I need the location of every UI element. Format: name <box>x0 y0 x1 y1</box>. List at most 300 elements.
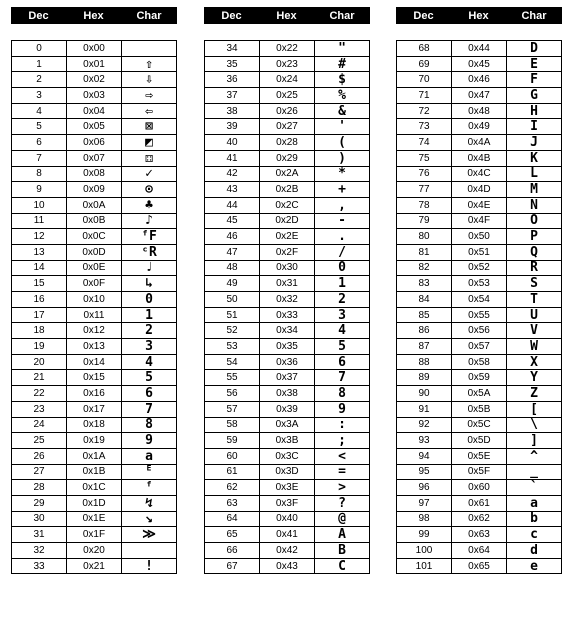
hex-cell: 0x23 <box>260 57 315 72</box>
table-row <box>12 370 176 386</box>
dec-cell: 61 <box>205 465 260 480</box>
dec-cell: 58 <box>205 418 260 433</box>
table-row <box>397 496 561 512</box>
hex-cell: 0x61 <box>452 496 507 511</box>
hex-cell: 0x03 <box>67 88 122 103</box>
table-row <box>12 402 176 418</box>
hex-cell: 0x30 <box>260 261 315 276</box>
dec-cell: 44 <box>205 198 260 213</box>
char-cell: X <box>530 354 538 370</box>
hex-cell: 0x3C <box>260 449 315 464</box>
dec-cell: 28 <box>12 480 67 495</box>
table-row <box>205 151 369 167</box>
dec-cell: 67 <box>205 559 260 574</box>
dec-cell: 53 <box>205 339 260 354</box>
table-row <box>12 72 176 88</box>
char-cell: ) <box>338 150 346 166</box>
dec-cell: 72 <box>397 104 452 119</box>
char-cell: ( <box>338 134 346 150</box>
hex-cell: 0x29 <box>260 151 315 166</box>
char-cell: 9 <box>145 433 153 449</box>
dec-cell: 32 <box>12 543 67 558</box>
dec-cell: 24 <box>12 418 67 433</box>
hex-cell: 0x17 <box>67 402 122 417</box>
char-cell: F <box>530 72 538 88</box>
dec-cell: 3 <box>12 88 67 103</box>
char-cell: ⚃ <box>145 150 153 166</box>
dec-cell: 29 <box>12 496 67 511</box>
char-cell: 6 <box>338 354 346 370</box>
dec-cell: 1 <box>12 57 67 72</box>
hex-cell: 0x43 <box>260 559 315 574</box>
dec-cell: 74 <box>397 135 452 150</box>
char-cell <box>122 41 176 56</box>
char-cell: ᶠF <box>141 229 157 245</box>
table-row <box>397 214 561 230</box>
char-cell: % <box>338 87 346 103</box>
char-cell: ↯ <box>145 495 153 511</box>
hex-cell: 0x3A <box>260 418 315 433</box>
hex-cell: 0x14 <box>67 355 122 370</box>
table-row <box>12 559 176 575</box>
dec-cell: 62 <box>205 480 260 495</box>
dec-cell: 73 <box>397 119 452 134</box>
dec-cell: 64 <box>205 512 260 527</box>
hex-cell: 0x0A <box>67 198 122 213</box>
dec-cell: 11 <box>12 214 67 229</box>
table-row <box>397 229 561 245</box>
dec-cell: 89 <box>397 370 452 385</box>
dec-cell: 49 <box>205 276 260 291</box>
table-row <box>12 214 176 230</box>
dec-cell: 48 <box>205 261 260 276</box>
table-row <box>12 449 176 465</box>
char-cell: 9 <box>338 401 346 417</box>
table-row <box>205 308 369 324</box>
hex-cell: 0x53 <box>452 276 507 291</box>
hex-cell: 0x2D <box>260 214 315 229</box>
table-row <box>12 198 176 214</box>
hex-cell: 0x24 <box>260 72 315 87</box>
hex-cell: 0x0C <box>67 229 122 244</box>
table-row <box>12 543 176 559</box>
hex-cell: 0x01 <box>67 57 122 72</box>
hex-cell: 0x1F <box>67 527 122 542</box>
char-cell: K <box>530 150 538 166</box>
dec-cell: 78 <box>397 198 452 213</box>
dec-cell: 43 <box>205 182 260 197</box>
table-row <box>12 496 176 512</box>
dec-cell: 82 <box>397 261 452 276</box>
dec-cell: 69 <box>397 57 452 72</box>
dec-cell: 41 <box>205 151 260 166</box>
table-row <box>205 527 369 543</box>
table-row <box>397 386 561 402</box>
table-row <box>397 72 561 88</box>
hex-cell: 0x4B <box>452 151 507 166</box>
dec-cell: 33 <box>12 559 67 574</box>
table-row <box>397 527 561 543</box>
table-row <box>205 261 369 277</box>
table-row <box>205 292 369 308</box>
char-cell: 4 <box>145 354 153 370</box>
hex-cell: 0x02 <box>67 72 122 87</box>
table-row <box>397 308 561 324</box>
char-cell: e <box>530 558 538 574</box>
dec-cell: 77 <box>397 182 452 197</box>
table-row <box>12 104 176 120</box>
table-row <box>12 308 176 324</box>
table-row <box>12 339 176 355</box>
table-header <box>11 7 177 24</box>
table-row <box>205 88 369 104</box>
table-row <box>397 151 561 167</box>
table-row <box>205 41 369 57</box>
char-cell: - <box>338 213 346 229</box>
hex-cell: 0x3D <box>260 465 315 480</box>
char-cell: M <box>530 182 538 198</box>
char-cell: 2 <box>145 323 153 339</box>
hex-cell: 0x3F <box>260 496 315 511</box>
char-cell: L <box>530 166 538 182</box>
dec-cell: 40 <box>205 135 260 150</box>
dec-cell: 21 <box>12 370 67 385</box>
table-row <box>12 151 176 167</box>
char-cell: d <box>530 542 538 558</box>
table-row <box>397 355 561 371</box>
header-hex: Hex <box>83 9 104 22</box>
char-cell: ; <box>338 433 346 449</box>
dec-cell: 26 <box>12 449 67 464</box>
dec-cell: 93 <box>397 433 452 448</box>
table-row <box>397 88 561 104</box>
char-cell: 7 <box>338 370 346 386</box>
table-row <box>397 433 561 449</box>
table-row <box>397 167 561 183</box>
char-cell: [ <box>530 401 538 417</box>
dec-cell: 81 <box>397 245 452 260</box>
hex-cell: 0x1E <box>67 512 122 527</box>
dec-cell: 36 <box>205 72 260 87</box>
table-row <box>205 449 369 465</box>
table-row <box>205 104 369 120</box>
dec-cell: 88 <box>397 355 452 370</box>
table-row <box>397 370 561 386</box>
char-cell: Z <box>530 385 538 401</box>
header-char: Char <box>329 9 355 22</box>
char-cell: ⇨ <box>145 87 153 103</box>
table-row <box>12 276 176 292</box>
table-row <box>205 433 369 449</box>
char-cell: $ <box>338 72 346 88</box>
char-cell: ! <box>145 558 153 574</box>
char-cell: c <box>530 527 538 543</box>
table-row <box>205 57 369 73</box>
table-row <box>12 135 176 151</box>
table-row <box>205 339 369 355</box>
table-row <box>12 465 176 481</box>
dec-cell: 55 <box>205 370 260 385</box>
hex-cell: 0x0E <box>67 261 122 276</box>
dec-cell: 63 <box>205 496 260 511</box>
dec-cell: 20 <box>12 355 67 370</box>
table-row <box>12 480 176 496</box>
hex-cell: 0x26 <box>260 104 315 119</box>
dec-cell: 5 <box>12 119 67 134</box>
hex-cell: 0x05 <box>67 119 122 134</box>
dec-cell: 16 <box>12 292 67 307</box>
hex-cell: 0x47 <box>452 88 507 103</box>
hex-cell: 0x4D <box>452 182 507 197</box>
hex-cell: 0x0B <box>67 214 122 229</box>
char-cell: 4 <box>338 323 346 339</box>
hex-cell: 0x49 <box>452 119 507 134</box>
table-row <box>397 104 561 120</box>
hex-cell: 0x5A <box>452 386 507 401</box>
table-row <box>205 323 369 339</box>
dec-cell: 50 <box>205 292 260 307</box>
char-cell: ♪ <box>145 213 153 229</box>
char-cell: @ <box>338 511 346 527</box>
table-row <box>205 167 369 183</box>
hex-cell: 0x62 <box>452 512 507 527</box>
table-row <box>205 386 369 402</box>
dec-cell: 6 <box>12 135 67 150</box>
hex-cell: 0x45 <box>452 57 507 72</box>
hex-cell: 0x25 <box>260 88 315 103</box>
dec-cell: 18 <box>12 323 67 338</box>
char-cell: ⊙ <box>145 182 153 198</box>
char-cell: ᴱ <box>145 464 153 480</box>
table-row <box>205 543 369 559</box>
table-row <box>12 433 176 449</box>
char-cell: * <box>338 166 346 182</box>
table-row <box>12 245 176 261</box>
hex-cell: 0x11 <box>67 308 122 323</box>
dec-cell: 91 <box>397 402 452 417</box>
hex-cell: 0x60 <box>452 480 507 495</box>
table-row <box>12 386 176 402</box>
dec-cell: 70 <box>397 72 452 87</box>
char-cell: S <box>530 276 538 292</box>
table-row <box>12 57 176 73</box>
char-cell: 0 <box>145 291 153 307</box>
char-cell: ⇩ <box>145 72 153 88</box>
dec-cell: 79 <box>397 214 452 229</box>
dec-cell: 66 <box>205 543 260 558</box>
char-cell: J <box>530 134 538 150</box>
table-row <box>205 480 369 496</box>
char-cell: G <box>530 87 538 103</box>
char-cell: a <box>530 495 538 511</box>
dec-cell: 96 <box>397 480 452 495</box>
hex-cell: 0x27 <box>260 119 315 134</box>
char-cell: & <box>338 103 346 119</box>
dec-cell: 15 <box>12 276 67 291</box>
hex-cell: 0x15 <box>67 370 122 385</box>
table-row <box>205 245 369 261</box>
hex-cell: 0x5E <box>452 449 507 464</box>
dec-cell: 39 <box>205 119 260 134</box>
char-cell: ⇦ <box>145 103 153 119</box>
table-row <box>12 261 176 277</box>
table-row <box>397 323 561 339</box>
char-cell: ⊠ <box>145 119 153 135</box>
table-row <box>205 276 369 292</box>
table-row <box>205 119 369 135</box>
header-char: Char <box>521 9 547 22</box>
char-cell: H <box>530 103 538 119</box>
hex-cell: 0x4F <box>452 214 507 229</box>
table-row <box>397 41 561 57</box>
char-cell: ᶜR <box>141 244 157 260</box>
dec-cell: 85 <box>397 308 452 323</box>
table-row <box>397 465 561 481</box>
char-cell: ^ <box>530 448 538 464</box>
table-row <box>397 339 561 355</box>
char-cell: ♣ <box>145 197 153 213</box>
char-cell: ✓ <box>145 166 153 182</box>
hex-cell: 0x04 <box>67 104 122 119</box>
table-row <box>397 119 561 135</box>
table-row <box>397 512 561 528</box>
char-cell: 0 <box>338 260 346 276</box>
dec-cell: 101 <box>397 559 452 574</box>
table-row <box>205 355 369 371</box>
dec-cell: 47 <box>205 245 260 260</box>
dec-cell: 42 <box>205 167 260 182</box>
char-cell: : <box>338 417 346 433</box>
hex-cell: 0x5D <box>452 433 507 448</box>
header-char: Char <box>136 9 162 22</box>
table-row <box>205 496 369 512</box>
hex-cell: 0x13 <box>67 339 122 354</box>
hex-cell: 0x2E <box>260 229 315 244</box>
hex-cell: 0x37 <box>260 370 315 385</box>
hex-cell: 0x07 <box>67 151 122 166</box>
char-cell: Q <box>530 244 538 260</box>
char-cell: T <box>530 291 538 307</box>
table-row <box>205 418 369 434</box>
table-body <box>396 40 562 574</box>
hex-cell: 0x18 <box>67 418 122 433</box>
char-cell: P <box>530 229 538 245</box>
hex-cell: 0x5F <box>452 465 507 480</box>
table-row <box>397 182 561 198</box>
char-cell: ] <box>530 433 538 449</box>
hex-cell: 0x33 <box>260 308 315 323</box>
table-row <box>397 418 561 434</box>
dec-cell: 12 <box>12 229 67 244</box>
char-cell: " <box>338 40 346 56</box>
dec-cell: 22 <box>12 386 67 401</box>
char-cell: A <box>338 527 346 543</box>
hex-cell: 0x65 <box>452 559 507 574</box>
hex-cell: 0x21 <box>67 559 122 574</box>
dec-cell: 92 <box>397 418 452 433</box>
dec-cell: 84 <box>397 292 452 307</box>
char-table-1 <box>11 7 177 574</box>
char-cell: I <box>530 119 538 135</box>
char-cell: ᶠ <box>145 480 153 496</box>
dec-cell: 9 <box>12 182 67 197</box>
hex-cell: 0x1A <box>67 449 122 464</box>
hex-cell: 0x59 <box>452 370 507 385</box>
table-row <box>205 229 369 245</box>
table-row <box>397 543 561 559</box>
char-cell: B <box>338 542 346 558</box>
table-row <box>397 402 561 418</box>
table-row <box>205 214 369 230</box>
dec-cell: 30 <box>12 512 67 527</box>
char-cell: \ <box>530 417 538 433</box>
char-cell: W <box>530 338 538 354</box>
table-row <box>12 527 176 543</box>
hex-cell: 0x2F <box>260 245 315 260</box>
dec-cell: 99 <box>397 527 452 542</box>
table-row <box>12 88 176 104</box>
dec-cell: 46 <box>205 229 260 244</box>
hex-cell: 0x1D <box>67 496 122 511</box>
table-row <box>397 276 561 292</box>
table-row <box>12 229 176 245</box>
dec-cell: 38 <box>205 104 260 119</box>
hex-cell: 0x00 <box>67 41 122 56</box>
char-cell: Y <box>530 370 538 386</box>
table-row <box>205 465 369 481</box>
char-cell: . <box>338 229 346 245</box>
hex-cell: 0x41 <box>260 527 315 542</box>
table-body <box>11 40 177 574</box>
hex-cell: 0x0D <box>67 245 122 260</box>
hex-cell: 0x2C <box>260 198 315 213</box>
char-table-3 <box>396 7 562 574</box>
hex-cell: 0x5C <box>452 418 507 433</box>
hex-cell: 0x34 <box>260 323 315 338</box>
hex-cell: 0x58 <box>452 355 507 370</box>
hex-cell: 0x10 <box>67 292 122 307</box>
dec-cell: 98 <box>397 512 452 527</box>
hex-cell: 0x35 <box>260 339 315 354</box>
char-cell: D <box>530 40 538 56</box>
header-dec: Dec <box>413 9 434 22</box>
table-row <box>12 512 176 528</box>
table-row <box>205 370 369 386</box>
hex-cell: 0x50 <box>452 229 507 244</box>
table-row <box>397 198 561 214</box>
table-row <box>12 119 176 135</box>
char-cell: V <box>530 323 538 339</box>
char-cell: ≫ <box>142 527 156 543</box>
table-row <box>205 72 369 88</box>
table-header <box>396 7 562 24</box>
hex-cell: 0x3B <box>260 433 315 448</box>
dec-cell: 34 <box>205 41 260 56</box>
table-row <box>12 418 176 434</box>
char-cell: 3 <box>338 307 346 323</box>
table-row <box>12 167 176 183</box>
hex-cell: 0x19 <box>67 433 122 448</box>
dec-cell: 2 <box>12 72 67 87</box>
dec-cell: 4 <box>12 104 67 119</box>
char-cell: ◩ <box>145 134 153 150</box>
char-cell: # <box>338 56 346 72</box>
dec-cell: 17 <box>12 308 67 323</box>
char-cell: = <box>338 464 346 480</box>
char-cell: 2 <box>338 291 346 307</box>
hex-cell: 0x2A <box>260 167 315 182</box>
char-cell: ? <box>338 495 346 511</box>
